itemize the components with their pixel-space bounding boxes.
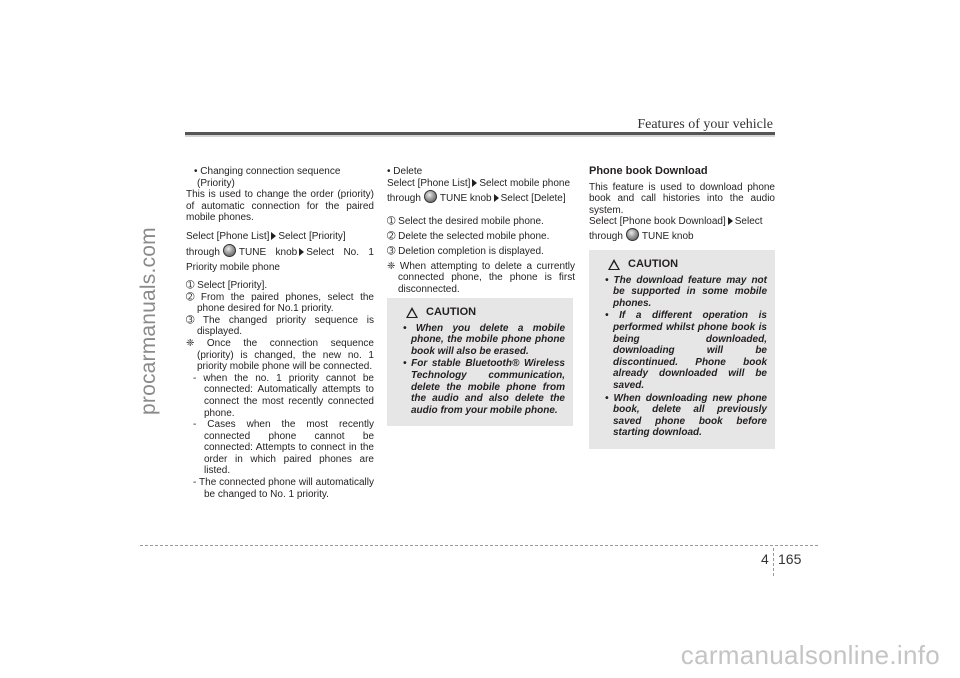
step-3: ➂ Deletion completion is displayed. (387, 245, 544, 257)
section-heading: Phone book Download (589, 165, 708, 177)
path-step: through (589, 231, 623, 243)
path-step: Select [Phone List] (186, 230, 270, 242)
intro-text: This is used to change the order (priority) of automatic connection for the paired mobile phones. (186, 189, 374, 224)
path-step: Select mobile phone (479, 177, 571, 189)
arrow-right-icon (494, 194, 499, 202)
bullet-title-cont: (Priority) (197, 177, 235, 189)
caution-item: • When downloading new phone book, delete all previously saved phone book before starting download. (605, 392, 767, 439)
page-number-separator (773, 548, 774, 576)
path-step: Select [Phone book Download] (589, 216, 726, 228)
bottom-watermark: carmanualsonline.info (680, 640, 940, 670)
tune-knob-icon (626, 228, 639, 241)
path-step: TUNE knob (641, 231, 694, 243)
step-3: ➂ The changed priority sequence is displayed. (186, 314, 374, 338)
tune-knob-icon (223, 244, 236, 257)
dash-item: - The connected phone will automatically be changed to No. 1 priority. (193, 477, 374, 500)
caution-item: • If a different operation is performed whilst phone book is being downloaded, downloading will be discontinued. Phone book already downloaded will be saved. (605, 310, 767, 391)
column-connection-sequence (186, 166, 374, 500)
warning-icon (406, 307, 418, 318)
caution-box-download (589, 250, 775, 449)
path-step: Select (734, 216, 763, 228)
warning-icon (608, 259, 620, 270)
path-step: through (387, 192, 421, 204)
path-step: Select [Delete] (500, 192, 566, 204)
menu-path (186, 229, 374, 275)
bullet-title: • Delete (387, 166, 423, 177)
path-step: Select [Priority] (278, 230, 346, 242)
menu-path (589, 216, 775, 243)
side-watermark: procarmanuals.com (137, 227, 160, 415)
arrow-right-icon (299, 248, 304, 256)
caution-list (599, 275, 767, 439)
caution-box-delete (387, 298, 573, 426)
caution-title: CAUTION (628, 258, 679, 270)
note: ❈ When attempting to delete a currently connected phone, the phone is first disconnected. (387, 260, 575, 295)
path-step: TUNE knob (439, 192, 492, 204)
arrow-right-icon (472, 179, 477, 187)
note: ❈ Once the connection sequence (priority) is changed, the new no. 1 priority mobile phone will be connected. (186, 337, 374, 373)
arrow-right-icon (271, 232, 276, 240)
path-step: Select [Phone List] (387, 177, 471, 189)
caution-heading (406, 307, 565, 319)
step-2: ➁ Delete the selected mobile phone. (387, 230, 550, 242)
caution-title: CAUTION (426, 306, 477, 318)
caution-item: • When you delete a mobile phone, the mobile phone phone book will also be erased. (403, 322, 565, 357)
dash-item: - Cases when the most recently connected phone cannot be connected: Attempts to connect in the order in which paired phones are listed. (193, 419, 374, 477)
step-1: ➀ Select [Priority]. (186, 279, 268, 291)
section-title: Features of your vehicle (637, 117, 773, 132)
menu-path (387, 178, 575, 205)
path-step: Select No. 1 Priority mobile phone (186, 246, 374, 273)
footer-rule (140, 545, 818, 546)
caution-list (397, 323, 565, 417)
chapter-number: 4 (761, 551, 769, 567)
step-2: ➁ From the paired phones, select the phone desired for No.1 priority. (186, 291, 374, 315)
step-1: ➀ Select the desired mobile phone. (387, 215, 544, 227)
page-number: 165 (778, 551, 802, 567)
dash-item: - when the no. 1 priority cannot be connected: Automatically attempts to connect the most recently connected phone. (193, 372, 374, 419)
header-rule (185, 132, 775, 137)
column-delete (387, 166, 575, 295)
caution-item: • For stable Bluetooth® Wireless Technology communication, delete the mobile phone from the audio and also delete the audio from your mobile phone. (403, 358, 565, 416)
column-phonebook-download (589, 166, 775, 243)
intro-text: This feature is used to download phone book and call histories into the audio system. (589, 181, 775, 216)
path-step: TUNE knob (238, 246, 298, 258)
caution-item: • The download feature may not be supported in some mobile phones. (605, 274, 767, 309)
path-step: through (186, 246, 220, 258)
tune-knob-icon (424, 190, 437, 203)
arrow-right-icon (728, 217, 733, 225)
bullet-title: • Changing connection sequence (194, 166, 341, 177)
caution-heading (608, 259, 767, 271)
